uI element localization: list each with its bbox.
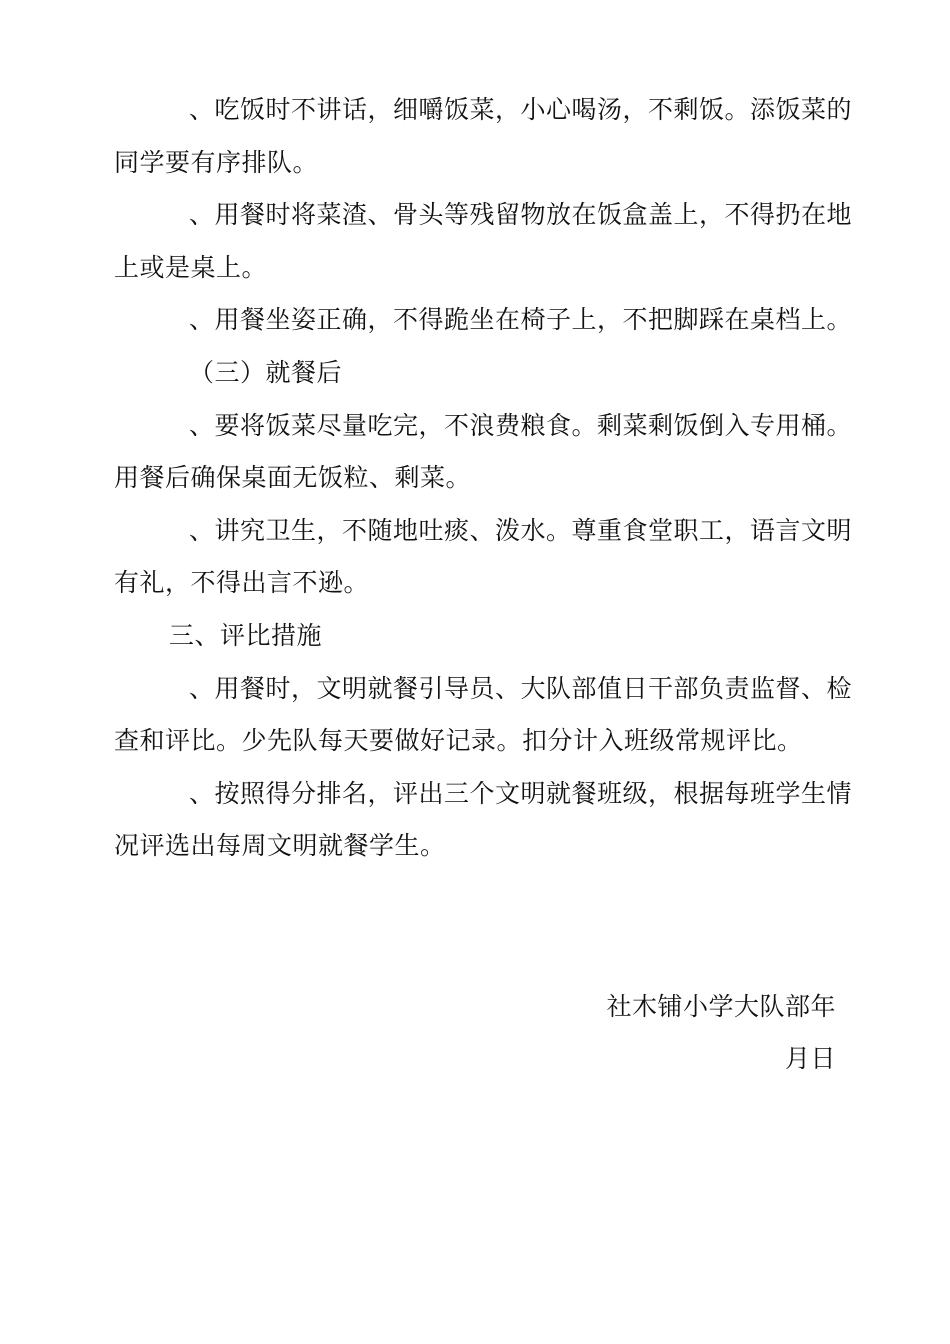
rule-item-ranking: 、按照得分排名，评出三个文明就餐班级，根据每班学生情况评选出每周文明就餐学生。 xyxy=(114,778,853,861)
signature-organization: 社木铺小学大队部年 xyxy=(606,992,836,1021)
rule-item-supervision: 、用餐时，文明就餐引导员、大队部值日干部负责监督、检查和评比。少先队每天要做好记录。扣分计入班级常规评比。 xyxy=(114,673,853,756)
section-heading-evaluation: 三、评比措施 xyxy=(169,620,323,650)
signature-date: 月日 xyxy=(784,1044,836,1073)
section-heading-after-meal: （三）就餐后 xyxy=(189,357,343,387)
rule-item-hygiene: 、讲究卫生，不随地吐痰、泼水。尊重食堂职工，语言文明有礼，不得出言不逊。 xyxy=(114,515,853,598)
rule-item-no-talking: 、吃饭时不讲话，细嚼饭菜，小心喝汤，不剩饭。添饭菜的同学要有序排队。 xyxy=(114,95,853,177)
rule-item-leftovers-placement: 、用餐时将菜渣、骨头等残留物放在饭盒盖上，不得扔在地上或是桌上。 xyxy=(114,200,853,282)
signature-block xyxy=(606,981,836,1085)
rule-item-sitting-posture: 、用餐坐姿正确，不得跪坐在椅子上，不把脚踩在桌档上。 xyxy=(189,305,853,335)
rule-item-no-waste: 、要将饭菜尽量吃完，不浪费粮食。剩菜剩饭倒入专用桶。用餐后确保桌面无饭粒、剩菜。 xyxy=(114,410,853,493)
document-body xyxy=(114,84,854,873)
